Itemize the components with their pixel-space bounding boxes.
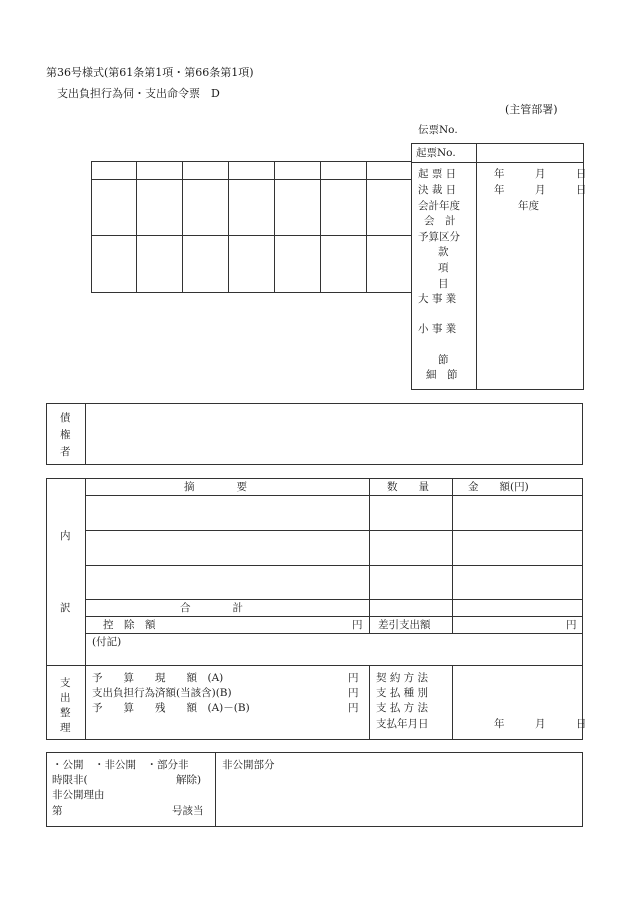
info-label-subclause: 細 節	[426, 369, 458, 381]
col-quantity-header: 数 量	[387, 481, 429, 493]
budget-current-label: 予 算 現 額 (A)	[92, 672, 224, 684]
slip-no-label: 伝票No.	[418, 124, 458, 136]
clause-prefix: 第	[52, 805, 63, 817]
info-label-draft-date: 起 票 日	[418, 168, 457, 180]
payment-label: 支出整理	[60, 677, 71, 734]
info-label-budget-category: 予算区分	[418, 231, 460, 243]
deduction-label: 控 除 額	[103, 619, 156, 631]
creditor-input[interactable]	[86, 404, 582, 464]
info-label-account: 会 計	[424, 215, 456, 227]
creditor-label: 債権者	[60, 412, 71, 458]
info-label-minor-project: 小 事 業	[418, 323, 457, 335]
info-label-approval-date: 決 裁 日	[418, 184, 457, 196]
time-limit-label: 時限非(	[52, 774, 88, 786]
col-summary-header: 摘 要	[184, 481, 247, 493]
payment-method-label: 支 払 方 法	[376, 702, 429, 714]
breakdown-row[interactable]	[86, 566, 582, 598]
form-subtitle: 支出負担行為伺・支出命令票 D	[57, 87, 220, 100]
committed-amount-unit: 円	[348, 687, 359, 699]
net-payment-unit: 円	[566, 619, 577, 631]
committed-amount-label: 支出負担行為済額(当該含)(B)	[92, 687, 232, 699]
breakdown-row[interactable]	[86, 531, 582, 564]
note-label: (付記)	[92, 636, 122, 648]
info-label-item: 項	[438, 262, 449, 274]
budget-remaining-label: 予 算 残 額 (A)－(B)	[92, 702, 250, 714]
deduction-unit: 円	[352, 619, 363, 631]
budget-current-unit: 円	[348, 672, 359, 684]
payment-date-label: 支払年月日	[376, 718, 429, 730]
info-label-section: 款	[438, 246, 449, 258]
payment-date-value[interactable]: 年 月 日	[494, 718, 590, 730]
release-label: 解除)	[176, 774, 202, 786]
info-label-subitem: 目	[438, 278, 449, 290]
info-panel	[411, 143, 584, 390]
info-value-draft-date[interactable]: 年 月 日	[494, 168, 590, 180]
draft-no-label: 起票No.	[416, 147, 456, 159]
contract-method-label: 契 約 方 法	[376, 672, 429, 684]
department-label: (主管部署)	[505, 103, 558, 116]
breakdown-row[interactable]	[86, 496, 582, 529]
form-title: 第36号様式(第61条第1項・第66条第1項)	[46, 66, 254, 79]
breakdown-label-top: 内	[60, 530, 71, 542]
col-amount-header: 金 額(円)	[468, 481, 529, 493]
total-label: 合 計	[180, 602, 243, 614]
budget-remaining-unit: 円	[348, 702, 359, 714]
info-label-major-project: 大 事 業	[418, 293, 457, 305]
clause-suffix: 号該当	[172, 805, 204, 817]
info-label-fiscal-year: 会計年度	[418, 200, 460, 212]
reason-label: 非公開理由	[52, 789, 105, 801]
info-value-approval-date[interactable]: 年 月 日	[494, 184, 590, 196]
breakdown-label-bottom: 訳	[60, 602, 71, 614]
net-payment-label: 差引支出額	[378, 619, 431, 631]
info-value-fiscal-year[interactable]: 年度	[518, 200, 539, 212]
nondisclosed-label: 非公開部分	[222, 759, 275, 771]
payment-type-label: 支 払 種 別	[376, 687, 429, 699]
info-label-clause: 節	[438, 354, 449, 366]
disclosure-options[interactable]: ・公開 ・非公開 ・部分非	[52, 759, 189, 771]
